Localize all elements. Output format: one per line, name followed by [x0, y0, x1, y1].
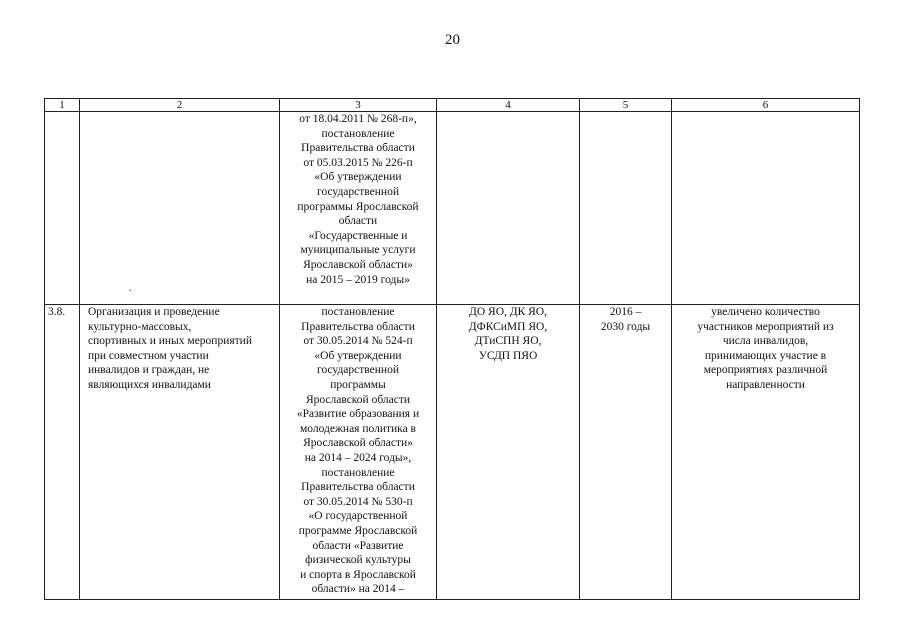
executors-cell: [437, 112, 580, 305]
header-col-1: 1: [45, 99, 80, 112]
header-col-2: 2: [80, 99, 280, 112]
measure-name-cell: [80, 112, 280, 305]
result-cell: [672, 112, 860, 305]
period-cell: [580, 112, 672, 305]
row-number-cell: 3.8.: [45, 305, 80, 600]
header-col-4: 4: [437, 99, 580, 112]
executors-cell: ДО ЯО, ДК ЯО, ДФКСиМП ЯО, ДТиСПН ЯО, УСДП ПЯО: [437, 305, 580, 600]
measures-table: [44, 98, 860, 600]
table-row: [45, 305, 860, 600]
header-col-3: 3: [280, 99, 437, 112]
legal-basis-cell: постановление Правительства области от 30.05.2014 № 524-п «Об утверждении государственной программы Ярославской области «Развитие образования и молодежная политика в Ярославской области» на 2014 – 2024 годы», постановление Правительства области от 30.05.2014 № 530-п «О государственной программе Ярославской области «Развитие физической культуры и спорта в Ярославской области» на 2014 –: [280, 305, 437, 600]
header-col-5: 5: [580, 99, 672, 112]
period-cell: 2016 – 2030 годы: [580, 305, 672, 600]
measure-name-cell: Организация и проведение культурно-массовых, спортивных и иных мероприятий при совместном участии инвалидов и граждан, не являющихся инвалидами: [80, 305, 280, 600]
result-cell: увеличено количество участников мероприятий из числа инвалидов, принимающих участие в мероприятиях различной направленности: [672, 305, 860, 600]
row-number-cell: [45, 112, 80, 305]
header-col-6: 6: [672, 99, 860, 112]
table-header-row: [45, 99, 860, 112]
page-number: 20: [445, 32, 460, 48]
legal-basis-cell: от 18.04.2011 № 268-п», постановление Правительства области от 05.03.2015 № 226-п «Об утверждении государственной программы Ярославской области «Государственные и муниципальные услуги Ярославской области» на 2015 – 2019 годы»: [280, 112, 437, 305]
table-row: [45, 112, 860, 305]
stray-mark: .: [129, 283, 132, 294]
